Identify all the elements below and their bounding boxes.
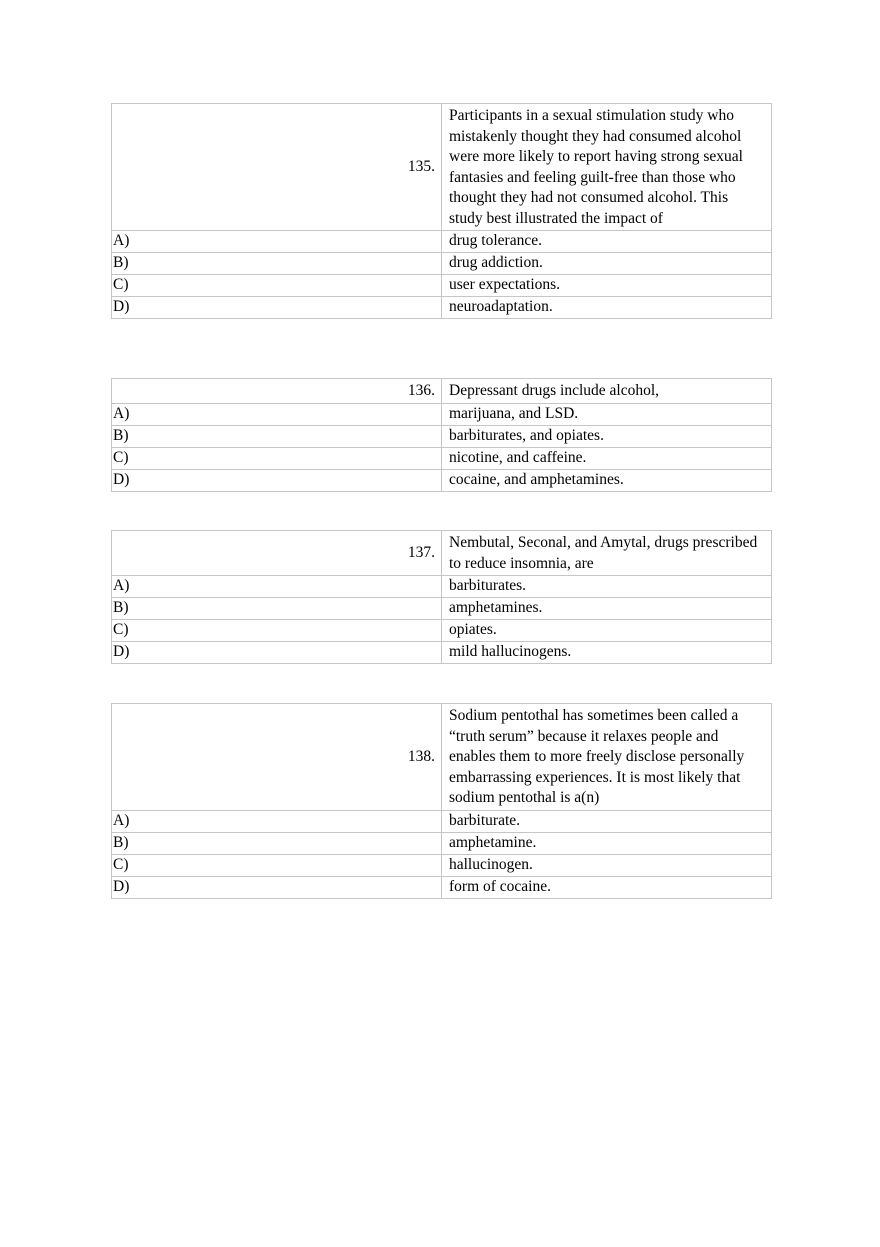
question-137-table (111, 530, 772, 664)
option-text: opiates. (442, 620, 772, 642)
option-letter: B) (112, 598, 442, 620)
option-letter: D) (112, 297, 442, 319)
option-text: drug tolerance. (442, 231, 772, 253)
option-row (112, 425, 772, 447)
option-text: neuroadaptation. (442, 297, 772, 319)
option-text: user expectations. (442, 275, 772, 297)
option-letter: B) (112, 253, 442, 275)
option-letter: C) (112, 447, 442, 469)
option-letter: A) (112, 231, 442, 253)
option-text: marijuana, and LSD. (442, 403, 772, 425)
option-letter: A) (112, 810, 442, 832)
option-letter: D) (112, 642, 442, 664)
question-stem: Nembutal, Seconal, and Amytal, drugs prescribed to reduce insomnia, are (442, 531, 772, 576)
option-row (112, 832, 772, 854)
question-135-table (111, 103, 772, 319)
question-stem: Participants in a sexual stimulation study who mistakenly thought they had consumed alcohol were more likely to report having strong sexual fantasies and feeling guilt-free than those who thought they had not consumed alcohol. This study best illustrated the impact of (442, 104, 772, 231)
question-number: 138. (112, 704, 442, 811)
option-row (112, 854, 772, 876)
question-138-table (111, 703, 772, 899)
question-row (112, 104, 772, 231)
option-letter: A) (112, 576, 442, 598)
question-row (112, 704, 772, 811)
option-row (112, 642, 772, 664)
option-letter: C) (112, 854, 442, 876)
option-row (112, 275, 772, 297)
option-letter: A) (112, 403, 442, 425)
option-text: hallucinogen. (442, 854, 772, 876)
option-letter: D) (112, 876, 442, 898)
question-row (112, 379, 772, 404)
question-stem: Sodium pentothal has sometimes been called a “truth serum” because it relaxes people and enables them to more freely disclose personally embarrassing experiences. It is most likely that sodium pentothal is a(n) (442, 704, 772, 811)
option-row (112, 598, 772, 620)
option-row (112, 231, 772, 253)
option-row (112, 297, 772, 319)
option-text: barbiturates. (442, 576, 772, 598)
option-text: mild hallucinogens. (442, 642, 772, 664)
question-136-table (111, 378, 772, 492)
option-row (112, 253, 772, 275)
option-row (112, 576, 772, 598)
option-row (112, 447, 772, 469)
option-row (112, 876, 772, 898)
question-number: 137. (112, 531, 442, 576)
question-row (112, 531, 772, 576)
option-letter: D) (112, 469, 442, 491)
option-text: amphetamines. (442, 598, 772, 620)
option-text: form of cocaine. (442, 876, 772, 898)
option-letter: B) (112, 425, 442, 447)
question-number: 136. (112, 379, 442, 404)
option-row (112, 469, 772, 491)
option-text: amphetamine. (442, 832, 772, 854)
option-text: nicotine, and caffeine. (442, 447, 772, 469)
option-row (112, 810, 772, 832)
option-row (112, 620, 772, 642)
option-text: barbiturate. (442, 810, 772, 832)
question-stem: Depressant drugs include alcohol, (442, 379, 772, 404)
option-letter: C) (112, 620, 442, 642)
option-text: barbiturates, and opiates. (442, 425, 772, 447)
option-letter: C) (112, 275, 442, 297)
question-number: 135. (112, 104, 442, 231)
option-text: drug addiction. (442, 253, 772, 275)
option-letter: B) (112, 832, 442, 854)
option-row (112, 403, 772, 425)
option-text: cocaine, and amphetamines. (442, 469, 772, 491)
